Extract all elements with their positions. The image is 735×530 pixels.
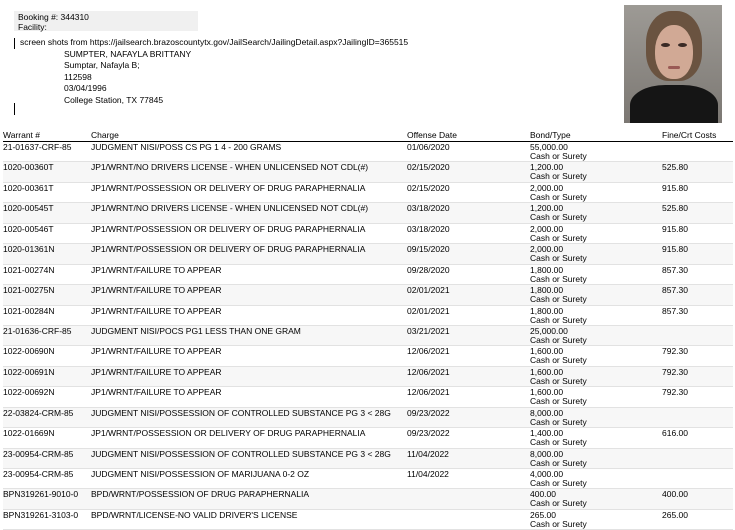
charge-text: JP1/WRNT/NO DRIVERS LICENSE - WHEN UNLICENSED NOT CDL(#) (91, 162, 369, 173)
bond-cell (530, 143, 587, 161)
bond-cell (530, 490, 587, 508)
table-row (3, 244, 733, 264)
bond-amount: 1,800.00 (530, 305, 564, 316)
table-row (3, 408, 733, 428)
bond-amount: 8,000.00 (530, 407, 564, 418)
table-row (3, 265, 733, 285)
table-row (3, 285, 733, 305)
person-address: College Station, TX 77845 (64, 95, 164, 105)
bond-type: Cash or Surety (530, 334, 587, 345)
warrant-number: 1022-01669N (3, 428, 55, 439)
bond-cell (530, 266, 587, 284)
person-alias: Sumptar, Nafayla B; (64, 60, 140, 70)
charge-text: JUDGMENT NISI/POSS CS PG 1 4 - 200 GRAMS (91, 142, 282, 152)
header-bond-type: Bond/Type (530, 130, 571, 140)
bond-type: Cash or Surety (530, 457, 587, 468)
warrant-number: 1020-01361N (3, 244, 55, 255)
bond-amount: 4,000.00 (530, 469, 564, 479)
table-row (3, 162, 733, 182)
table-row (3, 306, 733, 326)
bond-amount: 1,400.00 (530, 428, 564, 439)
fine-costs: 525.80 (662, 162, 688, 173)
fine-costs: 616.00 (662, 428, 688, 439)
bond-amount: 1,800.00 (530, 264, 564, 275)
warrant-number: 1020-00361T (3, 182, 54, 193)
fine-costs: 400.00 (662, 489, 688, 500)
table-row (3, 428, 733, 448)
bond-type: Cash or Surety (530, 212, 587, 223)
bond-type: Cash or Surety (530, 294, 587, 305)
header-fine: Fine/Crt Costs (662, 130, 717, 140)
fine-costs: 792.30 (662, 346, 688, 357)
warrant-number: 21-01637-CRF-85 (3, 142, 72, 152)
charge-text: JP1/WRNT/FAILURE TO APPEAR (91, 285, 222, 296)
bond-amount: 1,800.00 (530, 285, 564, 296)
bond-amount: 265.00 (530, 509, 556, 520)
bond-amount: 1,200.00 (530, 203, 564, 214)
person-dob: 03/04/1996 (64, 83, 107, 93)
warrant-number: BPN319261-9010-0 (3, 489, 79, 500)
fine-costs: 792.30 (662, 387, 688, 398)
bond-amount: 400.00 (530, 489, 556, 500)
offense-date: 09/28/2020 (407, 264, 450, 275)
charge-text: BPD/WRNT/POSSESSION OF DRUG PARAPHERNALIA (91, 489, 310, 500)
text-cursor (14, 38, 15, 49)
bond-type: Cash or Surety (530, 314, 587, 325)
warrant-number: 1021-00274N (3, 264, 55, 275)
bond-amount: 25,000.00 (530, 325, 568, 336)
warrant-number: 1022-00690N (3, 346, 55, 357)
charge-text: JUDGMENT NISI/POSSESSION OF MARIJUANA 0-2 OZ (91, 469, 310, 479)
fine-costs: 915.80 (662, 223, 688, 234)
offense-date: 02/15/2020 (407, 182, 450, 193)
fine-costs: 915.80 (662, 182, 688, 193)
fine-costs: 792.30 (662, 366, 688, 377)
bond-type: Cash or Surety (530, 498, 587, 509)
table-row (3, 326, 733, 346)
mugshot-photo (624, 5, 722, 123)
fine-costs: 857.30 (662, 264, 688, 275)
bond-type: Cash or Surety (530, 253, 587, 264)
bond-cell (530, 347, 587, 365)
bond-type: Cash or Surety (530, 518, 587, 529)
offense-date: 12/06/2021 (407, 366, 450, 377)
bond-cell (530, 368, 587, 386)
offense-date: 02/01/2021 (407, 285, 450, 296)
fine-costs: 265.00 (662, 509, 688, 520)
bond-cell (530, 450, 587, 468)
fine-costs: 525.80 (662, 203, 688, 214)
bond-type: Cash or Surety (530, 151, 587, 161)
bond-type: Cash or Surety (530, 232, 587, 243)
bond-type: Cash or Surety (530, 355, 587, 366)
fine-costs: 915.80 (662, 244, 688, 255)
table-row (3, 510, 733, 530)
bond-cell (530, 429, 587, 447)
bond-type: Cash or Surety (530, 437, 587, 448)
header-charge: Charge (91, 130, 119, 140)
charge-text: JP1/WRNT/FAILURE TO APPEAR (91, 305, 222, 316)
bond-cell (530, 225, 587, 243)
bond-type: Cash or Surety (530, 478, 587, 488)
bond-amount: 8,000.00 (530, 448, 564, 459)
bond-cell (530, 409, 587, 427)
person-name: SUMPTER, NAFAYLA BRITTANY (64, 49, 192, 59)
bond-type: Cash or Surety (530, 375, 587, 386)
bond-type: Cash or Surety (530, 171, 587, 182)
facility-label: Facility: (18, 22, 47, 32)
table-row (3, 224, 733, 244)
bond-cell (530, 163, 587, 181)
warrant-number: BPN319261-3103-0 (3, 509, 79, 520)
warrant-number: 1020-00545T (3, 203, 54, 214)
charge-text: JP1/WRNT/FAILURE TO APPEAR (91, 264, 222, 275)
fine-costs: 857.30 (662, 285, 688, 296)
warrant-number: 1022-00691N (3, 366, 55, 377)
fine-costs: 857.30 (662, 305, 688, 316)
offense-date: 02/15/2020 (407, 162, 450, 173)
charge-text: JP1/WRNT/NO DRIVERS LICENSE - WHEN UNLICENSED NOT CDL(#) (91, 203, 369, 214)
bond-type: Cash or Surety (530, 191, 587, 202)
charge-text: JP1/WRNT/FAILURE TO APPEAR (91, 387, 222, 398)
bond-type: Cash or Surety (530, 273, 587, 284)
table-row (3, 183, 733, 203)
offense-date: 11/04/2022 (407, 448, 449, 459)
table-row (3, 367, 733, 387)
bond-cell (530, 307, 587, 325)
bond-cell (530, 184, 587, 202)
charge-text: JP1/WRNT/FAILURE TO APPEAR (91, 366, 222, 377)
warrant-number: 21-01636-CRF-85 (3, 325, 72, 336)
offense-date: 09/15/2020 (407, 244, 450, 255)
charge-text: JUDGMENT NISI/POCS PG1 LESS THAN ONE GRAM (91, 325, 301, 336)
table-row (3, 449, 733, 469)
offense-date: 01/06/2020 (407, 142, 450, 152)
bond-amount: 1,600.00 (530, 387, 564, 398)
table-row (3, 142, 733, 162)
charge-text: JP1/WRNT/POSSESSION OR DELIVERY OF DRUG PARAPHERNALIA (91, 182, 366, 193)
bond-cell (530, 327, 587, 345)
charge-text: JP1/WRNT/POSSESSION OR DELIVERY OF DRUG PARAPHERNALIA (91, 428, 366, 439)
header-warrant: Warrant # (3, 130, 41, 140)
charge-text: JUDGMENT NISI/POSSESSION OF CONTROLLED SUBSTANCE PG 3 < 28G (91, 448, 391, 459)
charges-table (3, 130, 733, 530)
bond-amount: 1,600.00 (530, 346, 564, 357)
offense-date: 12/06/2021 (407, 346, 450, 357)
offense-date: 03/18/2020 (407, 223, 450, 234)
table-row (3, 387, 733, 407)
offense-date: 12/06/2021 (407, 387, 450, 398)
charge-text: JP1/WRNT/FAILURE TO APPEAR (91, 346, 222, 357)
table-row (3, 489, 733, 509)
charge-text: JP1/WRNT/POSSESSION OR DELIVERY OF DRUG PARAPHERNALIA (91, 244, 366, 255)
header-offense-date: Offense Date (407, 130, 457, 140)
bond-cell (530, 511, 587, 529)
bond-cell (530, 470, 587, 488)
offense-date: 03/21/2021 (407, 325, 450, 336)
bond-cell (530, 204, 587, 222)
person-id: 112598 (64, 72, 92, 82)
bond-cell (530, 388, 587, 406)
warrant-number: 1020-00360T (3, 162, 54, 173)
bond-cell (530, 245, 587, 263)
warrant-number: 1020-00546T (3, 223, 54, 234)
bond-type: Cash or Surety (530, 396, 587, 407)
warrant-number: 1022-00692N (3, 387, 55, 398)
table-row (3, 469, 733, 489)
offense-date: 09/23/2022 (407, 407, 450, 418)
warrant-number: 1021-00275N (3, 285, 55, 296)
charge-text: BPD/WRNT/LICENSE-NO VALID DRIVER'S LICENSE (91, 509, 298, 520)
bond-cell (530, 286, 587, 304)
source-url-text: screen shots from https://jailsearch.brazoscountytx.gov/JailSearch/JailingDetail.aspx?JailingID=365515 (20, 37, 409, 47)
charge-text: JUDGMENT NISI/POSSESSION OF CONTROLLED SUBSTANCE PG 3 < 28G (91, 407, 391, 418)
table-body (3, 142, 733, 530)
bond-amount: 2,000.00 (530, 223, 564, 234)
bond-amount: 1,600.00 (530, 366, 564, 377)
offense-date: 03/18/2020 (407, 203, 450, 214)
offense-date: 11/04/2022 (407, 469, 449, 479)
bond-amount: 2,000.00 (530, 182, 564, 193)
bond-amount: 2,000.00 (530, 244, 564, 255)
warrant-number: 1021-00284N (3, 305, 55, 316)
warrant-number: 23-00954-CRM-85 (3, 469, 74, 479)
charge-text: JP1/WRNT/POSSESSION OR DELIVERY OF DRUG PARAPHERNALIA (91, 223, 366, 234)
booking-number: Booking #: 344310 (18, 12, 89, 22)
offense-date: 02/01/2021 (407, 305, 450, 316)
text-cursor-2 (14, 103, 15, 115)
warrant-number: 23-00954-CRM-85 (3, 448, 74, 459)
bond-type: Cash or Surety (530, 416, 587, 427)
table-row (3, 346, 733, 366)
offense-date: 09/23/2022 (407, 428, 450, 439)
bond-amount: 1,200.00 (530, 162, 564, 173)
table-row (3, 203, 733, 223)
bond-amount: 55,000.00 (530, 142, 568, 152)
table-header (3, 130, 733, 142)
warrant-number: 22-03824-CRM-85 (3, 407, 74, 418)
